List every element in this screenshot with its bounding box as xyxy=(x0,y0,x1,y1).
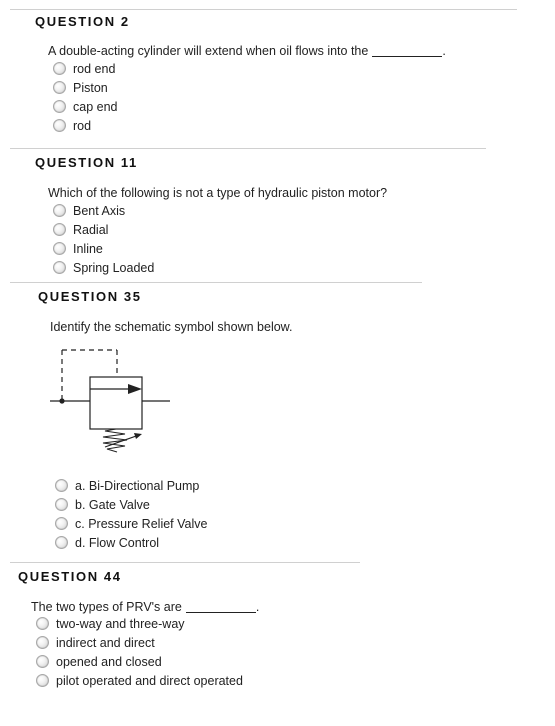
option-label: b. Gate Valve xyxy=(75,497,150,512)
question-44-title: QUESTION 44 xyxy=(18,569,122,584)
option-label: Spring Loaded xyxy=(73,260,155,275)
fill-in-blank xyxy=(186,612,256,613)
relief-valve-schematic xyxy=(45,340,175,465)
question-44-text: The two types of PRV's are . xyxy=(31,600,260,614)
option-opened-closed[interactable] xyxy=(36,653,162,670)
radio-button[interactable] xyxy=(55,536,68,549)
question-11-title: QUESTION 11 xyxy=(35,155,138,170)
question-2-title: QUESTION 2 xyxy=(35,14,130,29)
option-pressure-relief-valve[interactable] xyxy=(55,515,207,532)
fill-in-blank xyxy=(372,56,442,57)
option-rod-end[interactable] xyxy=(53,60,115,77)
option-rod[interactable] xyxy=(53,117,91,134)
option-label: indirect and direct xyxy=(56,635,155,650)
option-label: Inline xyxy=(73,241,103,256)
option-label: opened and closed xyxy=(56,654,162,669)
option-radial[interactable] xyxy=(53,221,108,238)
option-label: Piston xyxy=(73,80,108,95)
radio-button[interactable] xyxy=(53,81,66,94)
option-label: Radial xyxy=(73,222,109,237)
valve-envelope xyxy=(90,377,142,429)
option-indirect-direct[interactable] xyxy=(36,634,155,651)
option-label: a. Bi-Directional Pump xyxy=(75,478,200,493)
option-label: two-way and three-way xyxy=(56,616,185,631)
option-bi-directional-pump[interactable] xyxy=(55,477,199,494)
option-gate-valve[interactable] xyxy=(55,496,150,513)
junction-dot xyxy=(59,398,64,403)
question-35-text: Identify the schematic symbol shown below. xyxy=(50,320,293,334)
adjust-arrow-head xyxy=(134,433,142,439)
radio-button[interactable] xyxy=(55,479,68,492)
radio-button[interactable] xyxy=(36,674,49,687)
option-label: rod xyxy=(73,118,92,133)
radio-button[interactable] xyxy=(55,498,68,511)
radio-button[interactable] xyxy=(36,636,49,649)
radio-button[interactable] xyxy=(36,655,49,668)
question-2-text: A double-acting cylinder will extend when oil flows into the . xyxy=(48,44,446,58)
option-two-way-three-way[interactable] xyxy=(36,615,185,632)
option-label: d. Flow Control xyxy=(75,535,160,550)
separator xyxy=(10,282,422,283)
radio-button[interactable] xyxy=(53,100,66,113)
separator xyxy=(10,9,517,10)
option-spring-loaded[interactable] xyxy=(53,259,154,276)
question-35-title: QUESTION 35 xyxy=(38,289,142,304)
option-label: cap end xyxy=(73,99,118,114)
radio-button[interactable] xyxy=(53,242,66,255)
separator xyxy=(10,148,486,149)
option-label: Bent Axis xyxy=(73,203,126,218)
radio-button[interactable] xyxy=(53,204,66,217)
radio-button[interactable] xyxy=(53,223,66,236)
option-pilot-direct-operated[interactable] xyxy=(36,672,243,689)
option-cap-end[interactable] xyxy=(53,98,117,115)
separator xyxy=(10,562,360,563)
option-bent-axis[interactable] xyxy=(53,202,125,219)
option-label: rod end xyxy=(73,61,116,76)
radio-button[interactable] xyxy=(36,617,49,630)
option-flow-control[interactable] xyxy=(55,534,159,551)
radio-button[interactable] xyxy=(55,517,68,530)
option-label: c. Pressure Relief Valve xyxy=(75,516,208,531)
radio-button[interactable] xyxy=(53,62,66,75)
radio-button[interactable] xyxy=(53,119,66,132)
question-11-text: Which of the following is not a type of hydraulic piston motor? xyxy=(48,186,388,200)
option-label: pilot operated and direct operated xyxy=(56,673,243,688)
option-inline[interactable] xyxy=(53,240,103,257)
option-piston[interactable] xyxy=(53,79,108,96)
radio-button[interactable] xyxy=(53,261,66,274)
